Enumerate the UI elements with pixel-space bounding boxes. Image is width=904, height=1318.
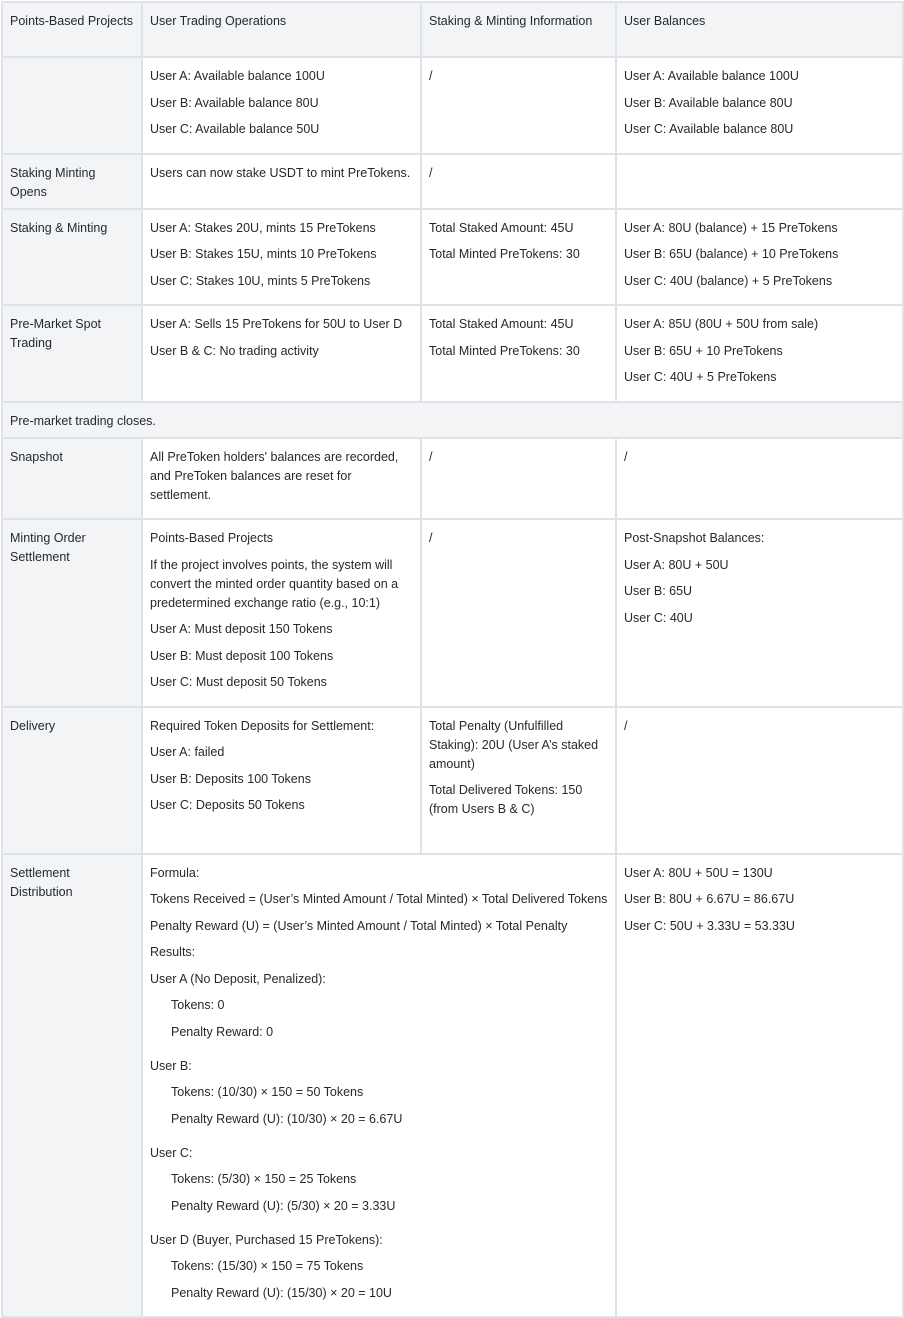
info-line: /	[429, 449, 433, 464]
row-settlement-distribution	[2, 854, 903, 1318]
formula-label: Formula:	[150, 865, 200, 880]
info-cell	[421, 154, 616, 209]
ops-line: Points-Based Projects	[150, 531, 273, 545]
ops-line: User A: Must deposit 150 Tokens	[150, 622, 333, 636]
ops-line: All PreToken holders' balances are recorded, and PreToken balances are reset for settlement.	[150, 449, 399, 502]
formula-cell	[142, 854, 616, 1318]
row-premarket	[2, 305, 903, 402]
ops-line: User B: Deposits 100 Tokens	[150, 771, 311, 786]
results-label: Results:	[150, 945, 196, 959]
balance-line: User C: 50U + 3.33U = 53.33U	[624, 918, 795, 933]
info-line: Total Penalty (Unfulfilled Staking): 20U (User A’s staked amount)	[429, 718, 599, 771]
balance-line: /	[624, 449, 628, 464]
row-label: Minting Order Settlement	[2, 519, 142, 707]
row-premarket-closes	[2, 402, 903, 438]
ops-line: User C: Stakes 10U, mints 5 PreTokens	[150, 273, 371, 288]
balance-line: /	[624, 718, 628, 733]
info-line: /	[429, 531, 433, 545]
info-cell	[421, 438, 616, 520]
row-label: Settlement Distribution	[2, 854, 142, 1318]
balance-line: User B: 65U	[624, 584, 693, 598]
balances-cell	[616, 305, 903, 402]
row-staking-opens	[2, 154, 903, 209]
row-minting-settlement	[2, 519, 903, 707]
ops-line: User A: failed	[150, 745, 225, 759]
ops-cell	[142, 707, 421, 854]
formula-tokens: Tokens Received = (User’s Minted Amount / Total Minted) × Total Delivered Tokens	[150, 892, 608, 906]
row-initial	[2, 57, 903, 154]
balance-line: User A: 80U + 50U	[624, 557, 729, 572]
ops-line: User A: Stakes 20U, mints 15 PreTokens	[150, 220, 376, 235]
balance-line: User C: 40U	[624, 610, 693, 625]
user-d-title: User D (Buyer, Purchased 15 PreTokens):	[150, 1232, 383, 1247]
info-cell	[421, 209, 616, 306]
header-col4: User Balances	[616, 2, 903, 57]
premarket-closes-note: Pre-market trading closes.	[2, 402, 903, 438]
info-line: /	[429, 165, 433, 180]
balance-line: User A: 85U (80U + 50U from sale)	[624, 317, 819, 331]
ops-cell	[142, 305, 421, 402]
header-col3: Staking & Minting Information	[421, 2, 616, 57]
header-col1: Points-Based Projects	[2, 2, 142, 57]
user-d-tokens: Tokens: (15/30) × 150 = 75 Tokens	[171, 1259, 364, 1273]
user-c-penalty: Penalty Reward (U): (5/30) × 20 = 3.33U	[171, 1198, 396, 1213]
balances-cell	[616, 519, 903, 707]
formula-penalty: Penalty Reward (U) = (User’s Minted Amount / Total Minted) × Total Penalty	[150, 918, 568, 933]
user-b-penalty: Penalty Reward (U): (10/30) × 20 = 6.67U	[171, 1111, 403, 1126]
header-col2: User Trading Operations	[142, 2, 421, 57]
ops-cell	[142, 519, 421, 707]
info-cell	[421, 519, 616, 707]
row-label	[2, 57, 142, 154]
row-label: Delivery	[2, 707, 142, 854]
balance-line: User A: 80U + 50U = 130U	[624, 865, 773, 880]
balance-line: User C: 40U + 5 PreTokens	[624, 370, 777, 384]
ops-line: User B: Stakes 15U, mints 10 PreTokens	[150, 247, 377, 261]
row-label: Staking & Minting	[2, 209, 142, 306]
balances-cell	[616, 438, 903, 520]
balance-line: User C: 40U (balance) + 5 PreTokens	[624, 273, 833, 288]
balances-cell	[616, 57, 903, 154]
balance-line: Post-Snapshot Balances:	[624, 531, 765, 545]
ops-line: User A: Sells 15 PreTokens for 50U to User D	[150, 317, 403, 331]
row-snapshot	[2, 438, 903, 520]
ops-cell	[142, 154, 421, 209]
balances-cell	[616, 209, 903, 306]
ops-line: User B: Available balance 80U	[150, 95, 319, 110]
ops-line: User B & C: No trading activity	[150, 343, 319, 358]
ops-line: User A: Available balance 100U	[150, 69, 325, 83]
row-label: Staking Minting Opens	[2, 154, 142, 209]
balance-line: User A: Available balance 100U	[624, 69, 799, 83]
ops-line: User B: Must deposit 100 Tokens	[150, 648, 334, 663]
balance-line: User C: Available balance 80U	[624, 122, 794, 136]
info-line: /	[429, 69, 433, 83]
balance-line: User B: 80U + 6.67U = 86.67U	[624, 892, 795, 906]
balance-line: User B: Available balance 80U	[624, 95, 793, 110]
ops-cell	[142, 57, 421, 154]
settlement-table	[1, 1, 904, 1318]
balances-cell	[616, 854, 903, 1318]
user-a-tokens: Tokens: 0	[171, 998, 225, 1012]
info-cell	[421, 57, 616, 154]
balances-cell	[616, 154, 903, 209]
user-b-title: User B:	[150, 1058, 192, 1073]
info-line: Total Delivered Tokens: 150 (from Users B & C)	[429, 783, 583, 816]
ops-line: Users can now stake USDT to mint PreTokens.	[150, 165, 411, 180]
user-a-title: User A (No Deposit, Penalized):	[150, 971, 326, 986]
ops-cell	[142, 438, 421, 520]
user-c-title: User C:	[150, 1145, 193, 1160]
ops-cell	[142, 209, 421, 306]
balance-line: User A: 80U (balance) + 15 PreTokens	[624, 220, 838, 235]
user-b-tokens: Tokens: (10/30) × 150 = 50 Tokens	[171, 1085, 364, 1099]
balances-cell	[616, 707, 903, 854]
info-cell	[421, 305, 616, 402]
row-label: Pre-Market Spot Trading	[2, 305, 142, 402]
row-staking-minting	[2, 209, 903, 306]
info-line: Total Minted PreTokens: 30	[429, 343, 580, 358]
header-row	[2, 2, 903, 57]
ops-line: If the project involves points, the system will convert the minted order quantity based on a predetermined exchange ratio (e.g., 10:1)	[150, 557, 399, 610]
info-line: Total Staked Amount: 45U	[429, 317, 574, 331]
row-label: Snapshot	[2, 438, 142, 520]
ops-line: User C: Must deposit 50 Tokens	[150, 675, 327, 689]
ops-line: User C: Deposits 50 Tokens	[150, 798, 305, 812]
info-cell	[421, 707, 616, 854]
ops-line: User C: Available balance 50U	[150, 122, 320, 136]
ops-line: Required Token Deposits for Settlement:	[150, 718, 375, 733]
user-a-penalty: Penalty Reward: 0	[171, 1024, 274, 1039]
row-delivery	[2, 707, 903, 854]
balance-line: User B: 65U (balance) + 10 PreTokens	[624, 247, 839, 261]
user-d-penalty: Penalty Reward (U): (15/30) × 20 = 10U	[171, 1285, 392, 1300]
info-line: Total Staked Amount: 45U	[429, 220, 574, 235]
balance-line: User B: 65U + 10 PreTokens	[624, 343, 783, 358]
user-c-tokens: Tokens: (5/30) × 150 = 25 Tokens	[171, 1172, 357, 1186]
info-line: Total Minted PreTokens: 30	[429, 247, 580, 261]
